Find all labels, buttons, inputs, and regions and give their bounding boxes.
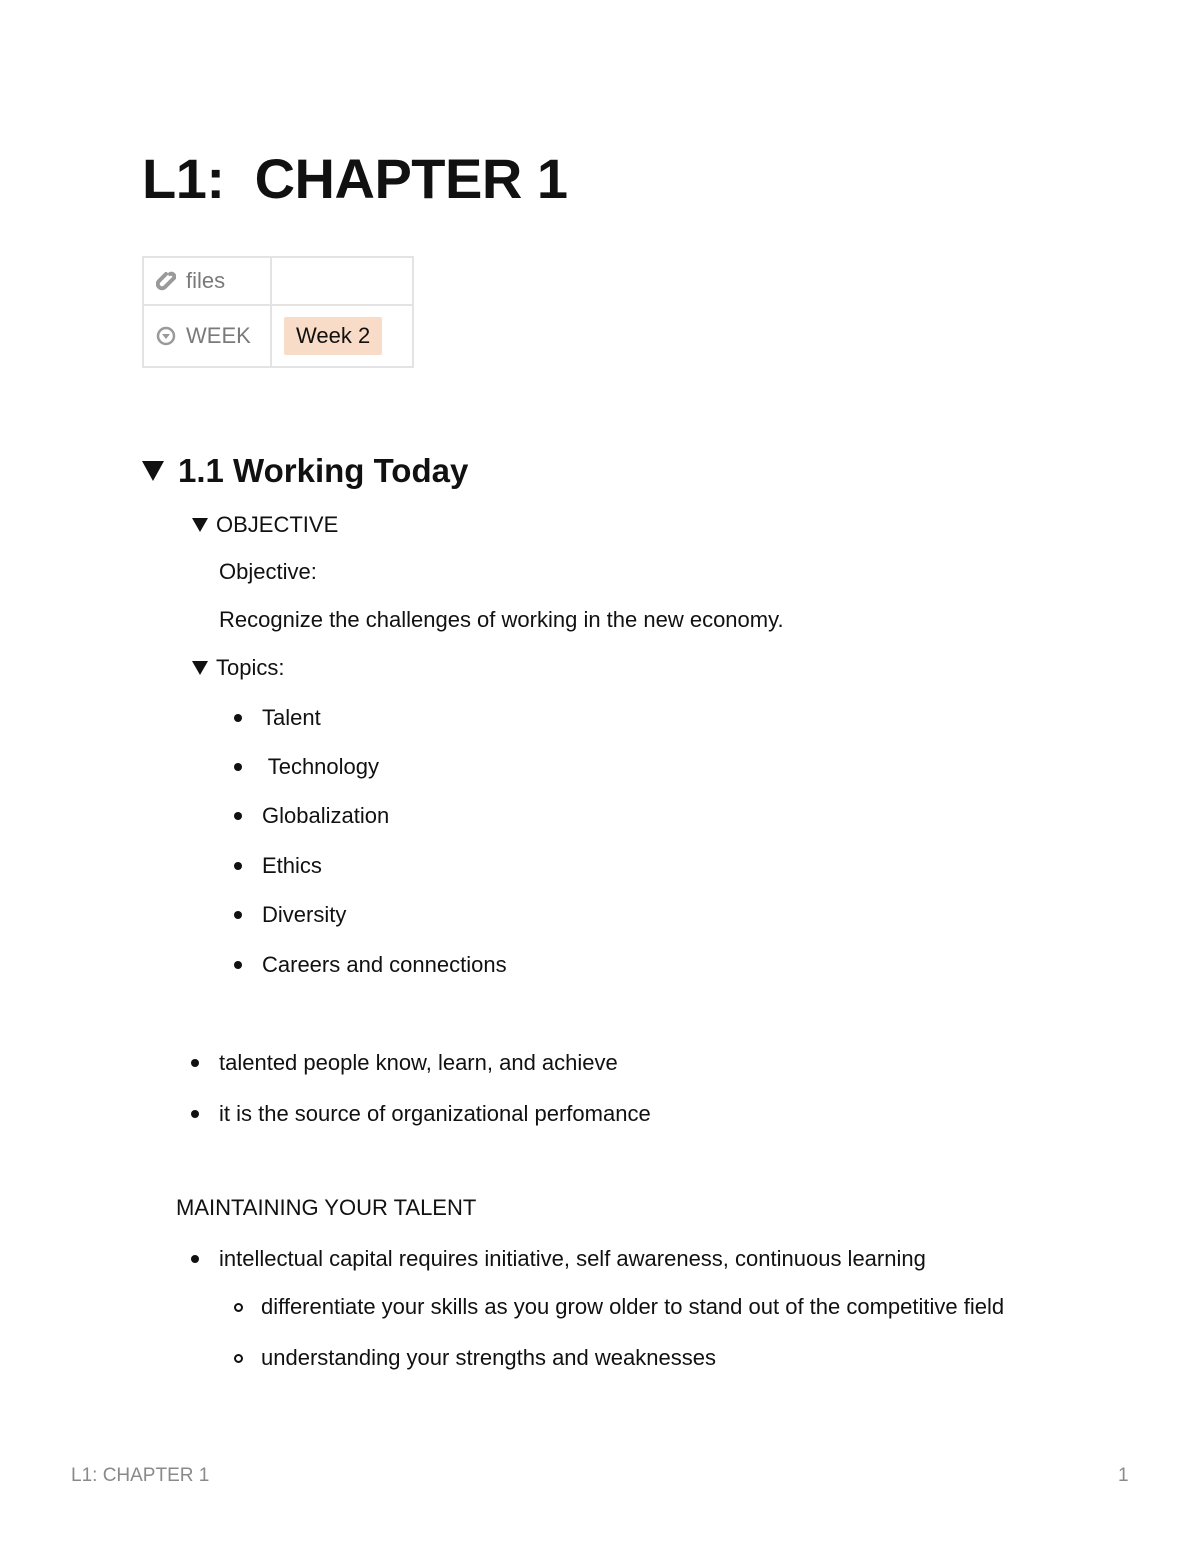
topic-text: Careers and connections bbox=[262, 952, 507, 977]
maintaining-heading: MAINTAINING YOUR TALENT bbox=[176, 1195, 477, 1220]
page-number: 1 bbox=[1118, 1465, 1129, 1486]
paperclip-icon bbox=[156, 271, 176, 291]
bullet-icon bbox=[234, 961, 242, 969]
topics-toggle-label: Topics: bbox=[216, 655, 285, 680]
subpoint-text: understanding your strengths and weaknesses bbox=[261, 1345, 716, 1370]
property-name-files bbox=[143, 257, 271, 305]
footer-title: L1: CHAPTER 1 bbox=[71, 1465, 210, 1486]
toggle-triangle-icon[interactable] bbox=[192, 661, 208, 675]
property-row-files bbox=[143, 257, 413, 305]
list-item bbox=[234, 754, 379, 780]
list-item bbox=[234, 1345, 716, 1371]
property-name-week bbox=[143, 305, 271, 367]
list-item bbox=[191, 1101, 651, 1127]
list-item bbox=[191, 1050, 618, 1076]
bullet-icon bbox=[191, 1110, 199, 1118]
week-tag: Week 2 bbox=[284, 317, 382, 355]
point-text: talented people know, learn, and achieve bbox=[219, 1050, 618, 1075]
bullet-icon bbox=[234, 714, 242, 722]
property-value-week[interactable] bbox=[271, 305, 413, 367]
objective-text: Recognize the challenges of working in the new economy. bbox=[219, 607, 784, 632]
objective-toggle-label: OBJECTIVE bbox=[216, 512, 339, 537]
list-item bbox=[234, 902, 346, 928]
hollow-bullet-icon bbox=[234, 1354, 243, 1363]
bullet-icon bbox=[234, 862, 242, 870]
objective-label: Objective: bbox=[219, 559, 317, 584]
list-item bbox=[191, 1246, 926, 1272]
section-heading: 1.1 Working Today bbox=[178, 452, 469, 489]
bullet-icon bbox=[234, 812, 242, 820]
section-toggle-working-today[interactable] bbox=[142, 452, 468, 490]
property-row-week bbox=[143, 305, 413, 367]
list-item bbox=[234, 705, 321, 731]
properties-table bbox=[142, 256, 414, 368]
bullet-icon bbox=[191, 1059, 199, 1067]
property-value-files[interactable] bbox=[271, 257, 413, 305]
list-item bbox=[234, 803, 389, 829]
topic-text: Talent bbox=[262, 705, 321, 730]
list-item bbox=[234, 853, 322, 879]
point-text: it is the source of organizational perfomance bbox=[219, 1101, 651, 1126]
topic-text: Globalization bbox=[262, 803, 390, 828]
subpoint-text: differentiate your skills as you grow older to stand out of the competitive field bbox=[261, 1294, 1005, 1319]
property-label: WEEK bbox=[186, 323, 251, 348]
point-text: intellectual capital requires initiative, self awareness, continuous learning bbox=[219, 1246, 926, 1271]
objective-toggle[interactable] bbox=[192, 512, 338, 538]
page-title: L1: CHAPTER 1 bbox=[142, 147, 568, 210]
bullet-icon bbox=[234, 911, 242, 919]
topic-text: Ethics bbox=[262, 853, 322, 878]
bullet-icon bbox=[191, 1255, 199, 1263]
list-item bbox=[234, 952, 507, 978]
property-label: files bbox=[186, 268, 226, 293]
list-item bbox=[234, 1294, 1004, 1320]
bullet-icon bbox=[234, 763, 242, 771]
topic-text: Diversity bbox=[262, 902, 347, 927]
select-icon bbox=[156, 326, 176, 346]
hollow-bullet-icon bbox=[234, 1303, 243, 1312]
topic-text: Technology bbox=[262, 754, 380, 779]
toggle-triangle-icon[interactable] bbox=[142, 461, 164, 481]
toggle-triangle-icon[interactable] bbox=[192, 518, 208, 532]
topics-toggle[interactable] bbox=[192, 655, 284, 681]
